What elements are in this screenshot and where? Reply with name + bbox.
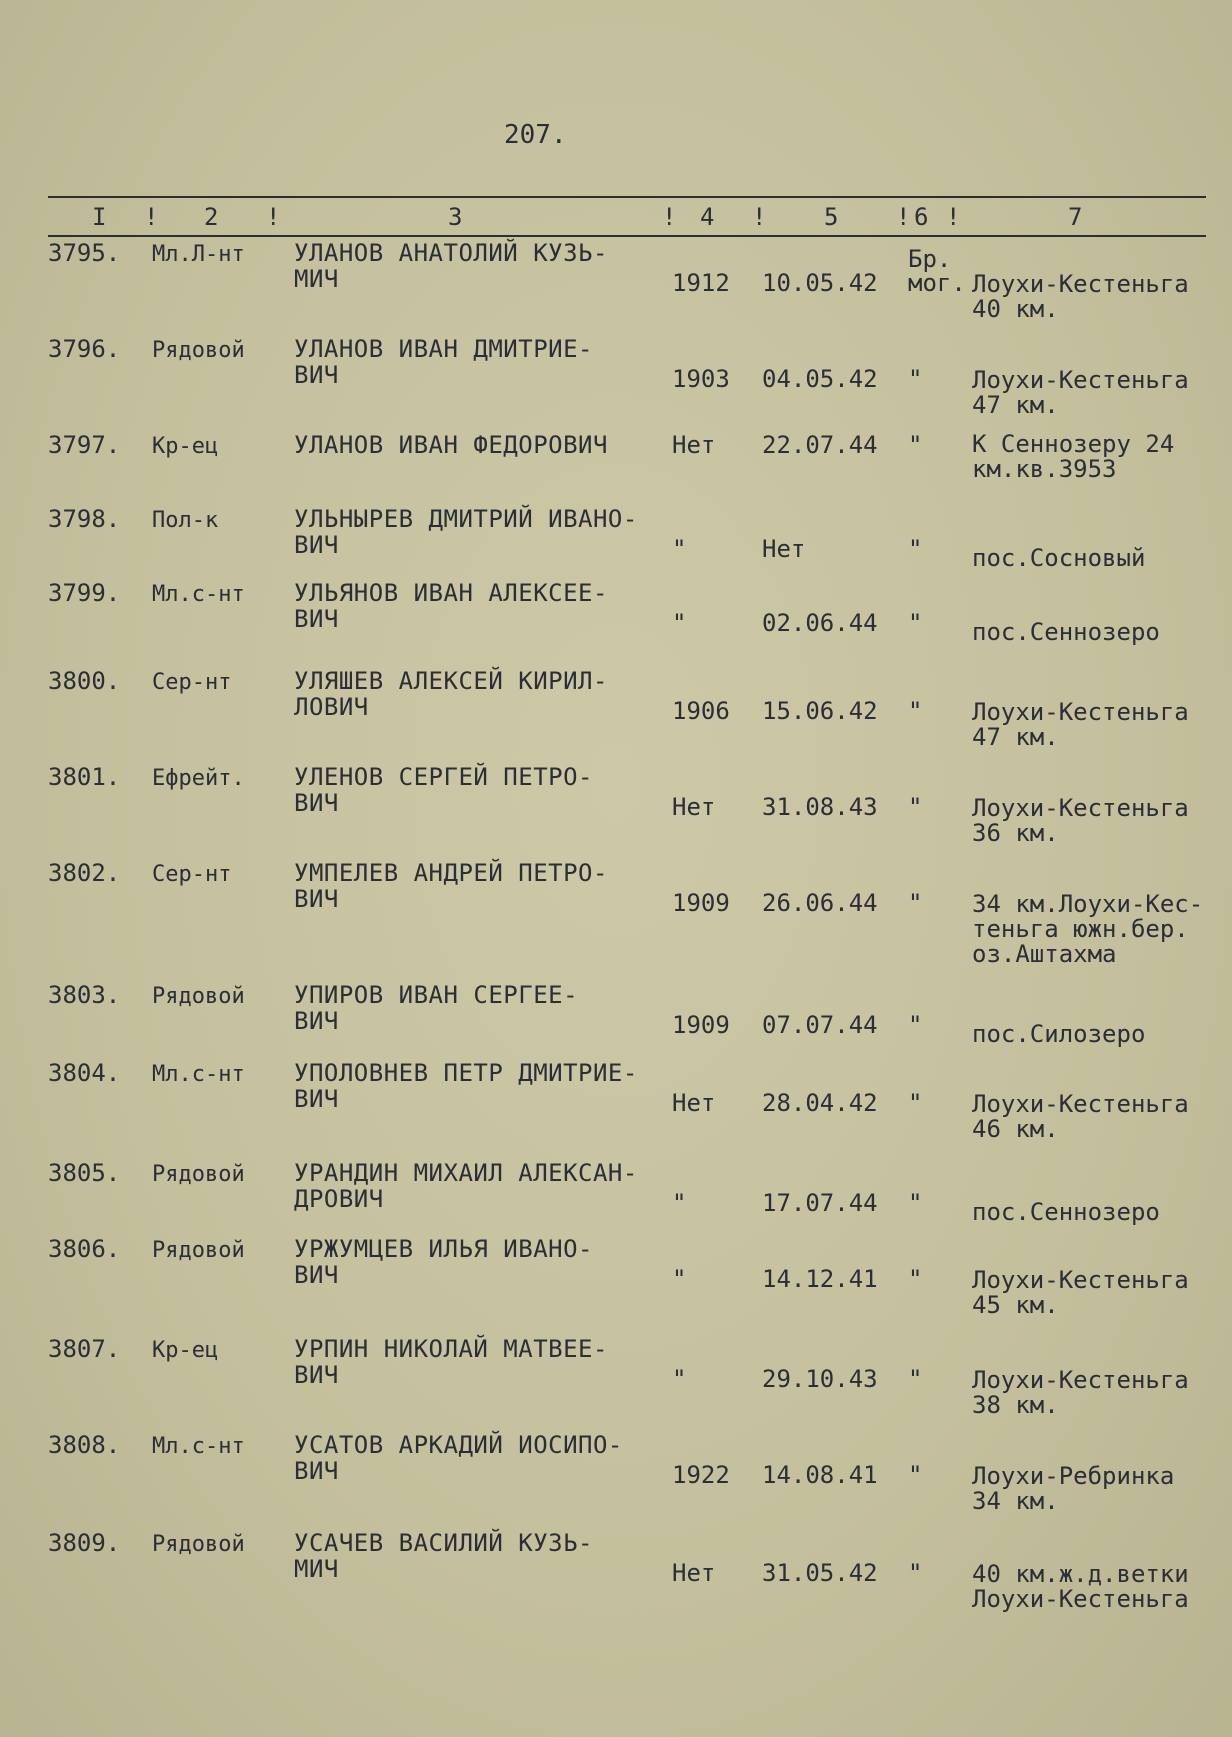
full-name-line-2: ВИЧ bbox=[294, 789, 339, 817]
date-of-death: 02.06.44 bbox=[762, 609, 878, 637]
record-number: 3796. bbox=[48, 335, 121, 363]
burial-type: " bbox=[908, 1011, 923, 1039]
table-row bbox=[0, 1236, 1232, 1336]
burial-place-line: Лоухи-Кестеньга bbox=[972, 1266, 1189, 1294]
date-of-death: 04.05.42 bbox=[762, 365, 878, 393]
birth-year: 1903 bbox=[672, 365, 730, 393]
full-name-line-2: ВИЧ bbox=[294, 1457, 339, 1485]
full-name bbox=[294, 432, 654, 458]
record-number: 3801. bbox=[48, 763, 121, 791]
military-rank: Пол-к bbox=[152, 508, 219, 533]
birth-year: " bbox=[672, 1265, 687, 1293]
record-number: 3798. bbox=[48, 505, 121, 533]
burial-place-line: 47 км. bbox=[972, 391, 1059, 419]
full-name-line-2: ЛОВИЧ bbox=[294, 693, 369, 721]
burial-type: " bbox=[908, 535, 923, 563]
burial-place-line: 34 км. bbox=[972, 1487, 1059, 1515]
burial-type: " bbox=[908, 1559, 923, 1587]
full-name-line-1: УРАНДИН МИХАИЛ АЛЕКСАН- bbox=[294, 1159, 638, 1187]
burial-place-line: 45 км. bbox=[972, 1291, 1059, 1319]
burial-place bbox=[972, 432, 1222, 482]
birth-year: 1922 bbox=[672, 1461, 730, 1489]
burial-place-line: пос.Сеннозеро bbox=[972, 618, 1160, 646]
full-name bbox=[294, 336, 654, 388]
burial-type: " bbox=[908, 1265, 923, 1293]
burial-type-line-1: Бр. bbox=[908, 245, 952, 273]
burial-type: " bbox=[908, 1189, 923, 1217]
date-of-death: 14.12.41 bbox=[762, 1265, 878, 1293]
full-name-line-1: УЛАНОВ ИВАН ФЕДОРОВИЧ bbox=[294, 431, 608, 459]
burial-place bbox=[972, 1022, 1222, 1047]
date-of-death: 28.04.42 bbox=[762, 1089, 878, 1117]
burial-place bbox=[972, 1464, 1222, 1514]
record-number: 3804. bbox=[48, 1059, 121, 1087]
full-name bbox=[294, 982, 654, 1034]
full-name bbox=[294, 668, 654, 720]
burial-place bbox=[972, 546, 1222, 571]
burial-place-line: пос.Сосновый bbox=[972, 544, 1146, 572]
date-of-death: Нет bbox=[762, 535, 806, 563]
burial-type: " bbox=[908, 365, 923, 393]
full-name-line-2: ВИЧ bbox=[294, 885, 339, 913]
military-rank: Рядовой bbox=[152, 984, 245, 1009]
full-name bbox=[294, 1060, 654, 1112]
burial-place-line: теньга южн.бер. bbox=[972, 915, 1189, 943]
birth-year: Нет bbox=[672, 1089, 716, 1117]
military-rank: Рядовой bbox=[152, 1162, 245, 1187]
date-of-death: 26.06.44 bbox=[762, 889, 878, 917]
table-header-rule bbox=[48, 235, 1206, 237]
burial-place bbox=[972, 1368, 1222, 1418]
burial-place bbox=[972, 700, 1222, 750]
record-number: 3795. bbox=[48, 239, 121, 267]
full-name-line-1: УЛЬНЫРЕВ ДМИТРИЙ ИВАНО- bbox=[294, 505, 638, 533]
full-name-line-2: ВИЧ bbox=[294, 361, 339, 389]
military-rank: Ефрейт. bbox=[152, 766, 245, 791]
full-name bbox=[294, 506, 654, 558]
burial-place-line: 47 км. bbox=[972, 723, 1059, 751]
burial-place-line: 46 км. bbox=[972, 1115, 1059, 1143]
table-row bbox=[0, 580, 1232, 680]
military-rank: Рядовой bbox=[152, 1238, 245, 1263]
burial-place-line: 38 км. bbox=[972, 1391, 1059, 1419]
full-name-line-2: МИЧ bbox=[294, 265, 339, 293]
birth-year: " bbox=[672, 1189, 687, 1217]
burial-place-line: 34 км.Лоухи-Кес- bbox=[972, 890, 1204, 918]
full-name bbox=[294, 1160, 654, 1212]
full-name bbox=[294, 1336, 654, 1388]
record-number: 3807. bbox=[48, 1335, 121, 1363]
header-sep-2: ! bbox=[266, 203, 281, 231]
full-name-line-1: УЛЬЯНОВ ИВАН АЛЕКСЕЕ- bbox=[294, 579, 608, 607]
burial-type: " bbox=[908, 431, 923, 459]
header-sep-6: ! bbox=[946, 203, 961, 231]
full-name-line-1: УПОЛОВНЕВ ПЕТР ДМИТРИЕ- bbox=[294, 1059, 638, 1087]
burial-place-line: Лоухи-Кестеньга bbox=[972, 366, 1189, 394]
full-name bbox=[294, 1432, 654, 1484]
burial-place-line: Лоухи-Ребринка bbox=[972, 1462, 1175, 1490]
header-sep-3: ! bbox=[662, 203, 677, 231]
military-rank: Рядовой bbox=[152, 1532, 245, 1557]
full-name-line-1: УСАЧЕВ ВАСИЛИЙ КУЗЬ- bbox=[294, 1529, 593, 1557]
full-name-line-2: ВИЧ bbox=[294, 1361, 339, 1389]
record-number: 3808. bbox=[48, 1431, 121, 1459]
date-of-death: 22.07.44 bbox=[762, 431, 878, 459]
full-name-line-2: ВИЧ bbox=[294, 1007, 339, 1035]
table-row bbox=[0, 1336, 1232, 1436]
burial-place-line: оз.Аштахма bbox=[972, 940, 1117, 968]
table-row bbox=[0, 859, 1232, 968]
header-sep-1: ! bbox=[144, 203, 159, 231]
burial-type: " bbox=[908, 1461, 923, 1489]
burial-place bbox=[972, 1092, 1222, 1142]
header-col-1: I bbox=[92, 203, 107, 231]
date-of-death: 15.06.42 bbox=[762, 697, 878, 725]
burial-place-line: 40 км. bbox=[972, 295, 1059, 323]
birth-year: 1909 bbox=[672, 1011, 730, 1039]
burial-place-line: Лоухи-Кестеньга bbox=[972, 1585, 1189, 1613]
record-number: 3809. bbox=[48, 1529, 121, 1557]
burial-place-line: Лоухи-Кестеньга bbox=[972, 794, 1189, 822]
burial-place-line: км.кв.3953 bbox=[972, 455, 1117, 483]
burial-place-line: пос.Сеннозеро bbox=[972, 1198, 1160, 1226]
date-of-death: 14.08.41 bbox=[762, 1461, 878, 1489]
header-sep-5: ! bbox=[896, 203, 911, 231]
table-row bbox=[0, 1432, 1232, 1532]
header-col-2: 2 bbox=[204, 203, 219, 231]
full-name-line-1: УПИРОВ ИВАН СЕРГЕЕ- bbox=[294, 981, 579, 1009]
burial-place-line: Лоухи-Кестеньга bbox=[972, 1090, 1189, 1118]
record-number: 3802. bbox=[48, 859, 121, 887]
header-col-3: 3 bbox=[448, 203, 463, 231]
record-number: 3799. bbox=[48, 579, 121, 607]
burial-place bbox=[972, 368, 1222, 418]
burial-type: " bbox=[908, 1089, 923, 1117]
burial-place-line: К Сеннозеру 24 bbox=[972, 430, 1175, 458]
date-of-death: 31.08.43 bbox=[762, 793, 878, 821]
birth-year: 1906 bbox=[672, 697, 730, 725]
table-row bbox=[0, 336, 1232, 436]
date-of-death: 07.07.44 bbox=[762, 1011, 878, 1039]
full-name bbox=[294, 1530, 654, 1582]
table-row bbox=[0, 1060, 1232, 1160]
full-name-line-1: УЛАНОВ АНАТОЛИЙ КУЗЬ- bbox=[294, 239, 608, 267]
burial-type: мог. bbox=[908, 269, 966, 297]
burial-type: " bbox=[908, 609, 923, 637]
burial-type: " bbox=[908, 793, 923, 821]
burial-place-line: Лоухи-Кестеньга bbox=[972, 698, 1189, 726]
header-sep-4: ! bbox=[752, 203, 767, 231]
birth-year: Нет bbox=[672, 793, 716, 821]
full-name-line-1: УЛАНОВ ИВАН ДМИТРИЕ- bbox=[294, 335, 593, 363]
full-name-line-1: УСАТОВ АРКАДИЙ ИОСИПО- bbox=[294, 1431, 623, 1459]
full-name bbox=[294, 860, 654, 912]
full-name bbox=[294, 764, 654, 816]
military-rank: Рядовой bbox=[152, 338, 245, 363]
header-col-6: 6 bbox=[914, 203, 929, 231]
military-rank: Мл.с-нт bbox=[152, 1062, 245, 1087]
table-top-rule bbox=[48, 196, 1206, 198]
burial-type: " bbox=[908, 697, 923, 725]
birth-year: " bbox=[672, 535, 687, 563]
birth-year: " bbox=[672, 1365, 687, 1393]
burial-place-line: пос.Силозеро bbox=[972, 1020, 1146, 1048]
date-of-death: 31.05.42 bbox=[762, 1559, 878, 1587]
burial-place-line: Лоухи-Кестеньга bbox=[972, 1366, 1189, 1394]
full-name-line-1: УЛЯШЕВ АЛЕКСЕЙ КИРИЛ- bbox=[294, 667, 608, 695]
burial-place bbox=[972, 1200, 1222, 1225]
burial-place bbox=[972, 272, 1222, 322]
table-row bbox=[0, 668, 1232, 768]
record-number: 3797. bbox=[48, 431, 121, 459]
header-col-5: 5 bbox=[824, 203, 839, 231]
military-rank: Кр-ец bbox=[152, 434, 219, 459]
full-name bbox=[294, 240, 654, 292]
birth-year: Нет bbox=[672, 1559, 716, 1587]
record-number: 3806. bbox=[48, 1235, 121, 1263]
burial-place bbox=[972, 1562, 1222, 1612]
military-rank: Мл.с-нт bbox=[152, 1434, 245, 1459]
birth-year: " bbox=[672, 609, 687, 637]
full-name-line-2: ДРОВИЧ bbox=[294, 1185, 384, 1213]
full-name-line-1: УМПЕЛЕВ АНДРЕЙ ПЕТРО- bbox=[294, 859, 608, 887]
record-number: 3800. bbox=[48, 667, 121, 695]
record-number: 3803. bbox=[48, 981, 121, 1009]
date-of-death: 17.07.44 bbox=[762, 1189, 878, 1217]
military-rank: Мл.Л-нт bbox=[152, 242, 245, 267]
full-name-line-2: ВИЧ bbox=[294, 1085, 339, 1113]
burial-place-line: 36 км. bbox=[972, 819, 1059, 847]
burial-place-line: Лоухи-Кестеньга bbox=[972, 270, 1189, 298]
burial-place-line: 40 км.ж.д.ветки bbox=[972, 1560, 1189, 1588]
table-row bbox=[0, 764, 1232, 864]
military-rank: Кр-ец bbox=[152, 1338, 219, 1363]
burial-type: " bbox=[908, 889, 923, 917]
full-name-line-2: ВИЧ bbox=[294, 605, 339, 633]
military-rank: Сер-нт bbox=[152, 670, 232, 695]
page-number: 207. bbox=[504, 120, 567, 150]
burial-place bbox=[972, 1268, 1222, 1318]
full-name-line-1: УРЖУМЦЕВ ИЛЬЯ ИВАНО- bbox=[294, 1235, 593, 1263]
header-col-7: 7 bbox=[1068, 203, 1083, 231]
full-name-line-1: УЛЕНОВ СЕРГЕЙ ПЕТРО- bbox=[294, 763, 593, 791]
birth-year: Нет bbox=[672, 431, 716, 459]
full-name-line-2: ВИЧ bbox=[294, 531, 339, 559]
full-name-line-1: УРПИН НИКОЛАЙ МАТВЕЕ- bbox=[294, 1335, 608, 1363]
burial-place bbox=[972, 620, 1222, 645]
date-of-death: 29.10.43 bbox=[762, 1365, 878, 1393]
full-name bbox=[294, 580, 654, 632]
burial-type: " bbox=[908, 1365, 923, 1393]
military-rank: Мл.с-нт bbox=[152, 582, 245, 607]
table-row bbox=[0, 240, 1232, 340]
table-row bbox=[0, 1530, 1232, 1630]
header-col-4: 4 bbox=[700, 203, 715, 231]
military-rank: Сер-нт bbox=[152, 862, 232, 887]
birth-year: 1912 bbox=[672, 269, 730, 297]
full-name bbox=[294, 1236, 654, 1288]
date-of-death: 10.05.42 bbox=[762, 269, 878, 297]
full-name-line-2: МИЧ bbox=[294, 1555, 339, 1583]
burial-place bbox=[972, 796, 1222, 846]
full-name-line-2: ВИЧ bbox=[294, 1261, 339, 1289]
burial-place bbox=[972, 892, 1222, 967]
record-number: 3805. bbox=[48, 1159, 121, 1187]
birth-year: 1909 bbox=[672, 889, 730, 917]
